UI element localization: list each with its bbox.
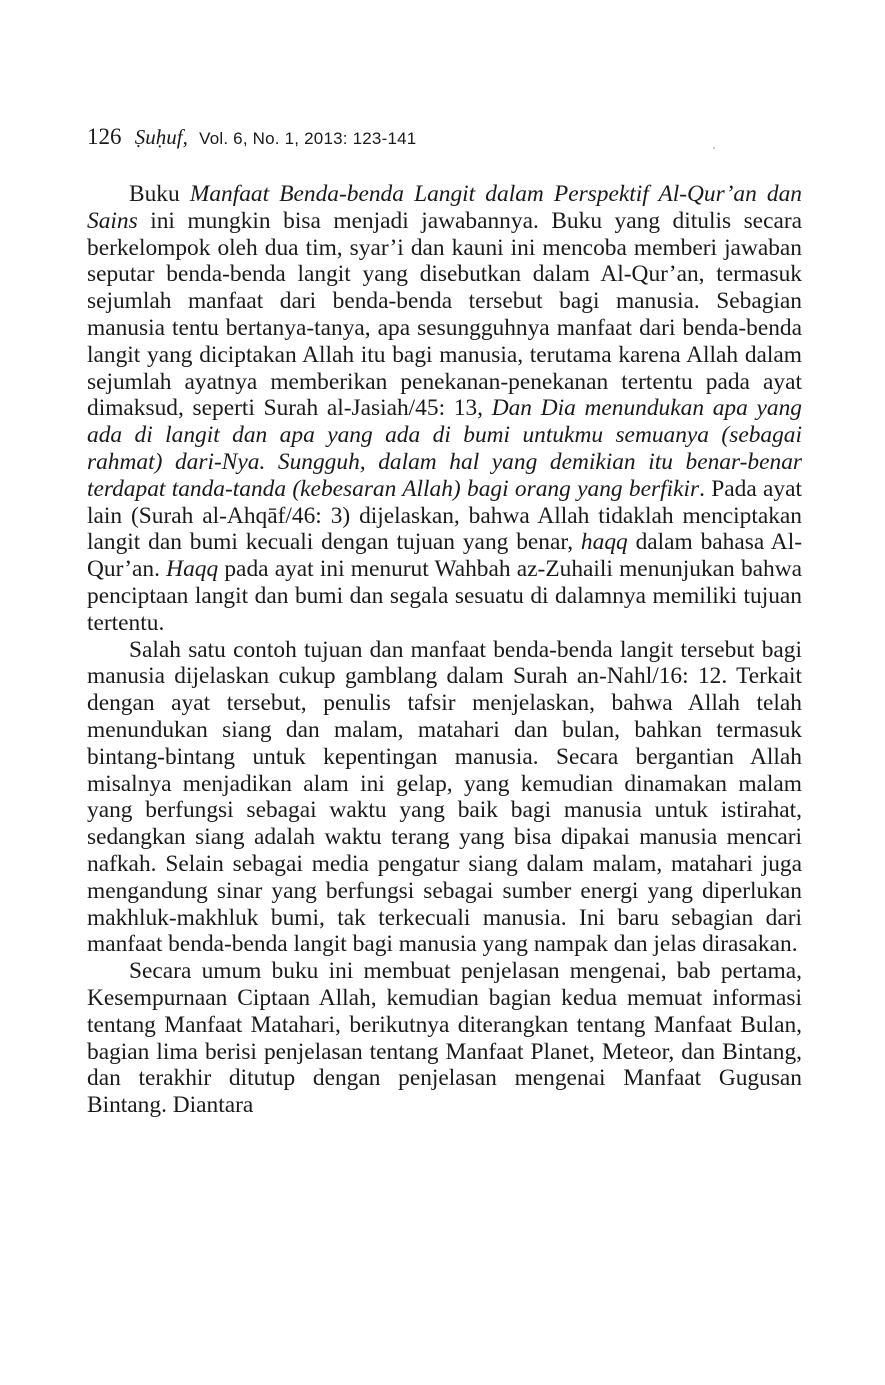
body-text bbox=[87, 181, 802, 1119]
paragraph-3 bbox=[87, 958, 802, 1119]
page-number: 126 bbox=[87, 124, 122, 149]
running-header bbox=[87, 124, 416, 152]
text-segment: Salah satu contoh tujuan dan manfaat benda-benda langit tersebut bagi manusia dijelaskan cukup gamblang dalam Surah an-Nahl/16: 12. Terkait dengan ayat tersebut, penulis tafsir menjelaskan, bahwa Allah telah menundukan siang dan malam, matahari dan bulan, bahkan termasuk bintang-bintang untuk kepentingan manusia. Secara bergantian Allah misalnya menjadikan alam ini gelap, yang kemudian dinamakan malam yang berfungsi sebagai waktu yang baik bagi manusia untuk istirahat, sedangkan siang adalah waktu terang yang bisa dipakai manusia mencari nafkah. Selain sebagai media pengatur siang dalam malam, matahari juga mengandung sinar yang berfungsi sebagai sumber energi yang diperlukan makhluk-makhluk bumi, tak terkecuali manusia. Ini baru sebagian dari manfaat benda-benda langit bagi manusia yang nampak dan jelas dirasakan. bbox=[87, 636, 802, 958]
text-segment: ini mungkin bisa menjadi jawabannya. Buku yang ditulis secara berkelompok oleh dua tim, syar’i dan kauni ini mencoba memberi jawaban seputar benda-benda langit yang disebutkan dalam Al-Qur’an, termasuk sejumlah manfaat dari benda-benda tersebut bagi manusia. Sebagian manusia tentu bertanya-tanya, apa sesungguhnya manfaat dari benda-benda langit yang diciptakan Allah itu bagi manusia, terutama karena Allah dalam sejumlah ayatnya memberikan penekanan-penekanan tertentu pada ayat dimaksud, seperti Surah al-Jasiah/45: 13, bbox=[87, 207, 802, 422]
journal-details: Vol. 6, No. 1, 2013: 123-141 bbox=[199, 129, 417, 148]
term-haqq-italic: haqq bbox=[580, 529, 628, 556]
text-segment: Secara umum buku ini membuat penjelasan mengenai, bab pertama, Kesempurnaan Ciptaan Allah, kemudian bagian kedua memuat informasi tentang Manfaat Matahari, berikutnya diterangkan tentang Manfaat Bulan, bagian lima berisi penjelasan tentang Manfaat Planet, Meteor, dan Bintang, dan terakhir ditutup dengan penjelasan mengenai Manfaat Gugusan Bintang. Diantara bbox=[87, 958, 802, 1119]
paragraph-2 bbox=[87, 637, 802, 959]
journal-title: Ṣuḥuf, bbox=[134, 125, 188, 149]
term-haqq-italic: Haqq bbox=[166, 556, 219, 583]
text-segment: pada ayat ini menurut Wahbah az-Zuhaili menunjukan bahwa penciptaan langit dan bumi dan segala sesuatu di dalamnya memiliki tujuan tertentu. bbox=[87, 556, 802, 636]
text-segment: . Pada ayat lain (Surah al-Ahqāf/46: 3) dijelaskan, bahwa Allah tidaklah menciptakan langit dan bumi kecuali dengan tujuan yang benar, bbox=[87, 475, 802, 556]
verse-quote-italic: Dan Dia menundukan apa yang ada di langit dan apa yang ada di bumi untukmu semuanya (sebagai rahmat) dari-Nya. Sungguh, dalam hal yang demikian itu benar-benar terdapat tanda-tanda (kebesaran Allah) bagi orang yang berfikir bbox=[87, 395, 802, 502]
text-segment: dalam bahasa Al-Qur’an. bbox=[87, 529, 802, 583]
paragraph-1 bbox=[87, 181, 802, 637]
text-segment: Buku bbox=[129, 181, 190, 207]
book-title-italic: Manfaat Benda-benda Langit dalam Perspektif Al-Qur’an dan Sains bbox=[87, 181, 802, 234]
scan-speck bbox=[713, 147, 715, 149]
